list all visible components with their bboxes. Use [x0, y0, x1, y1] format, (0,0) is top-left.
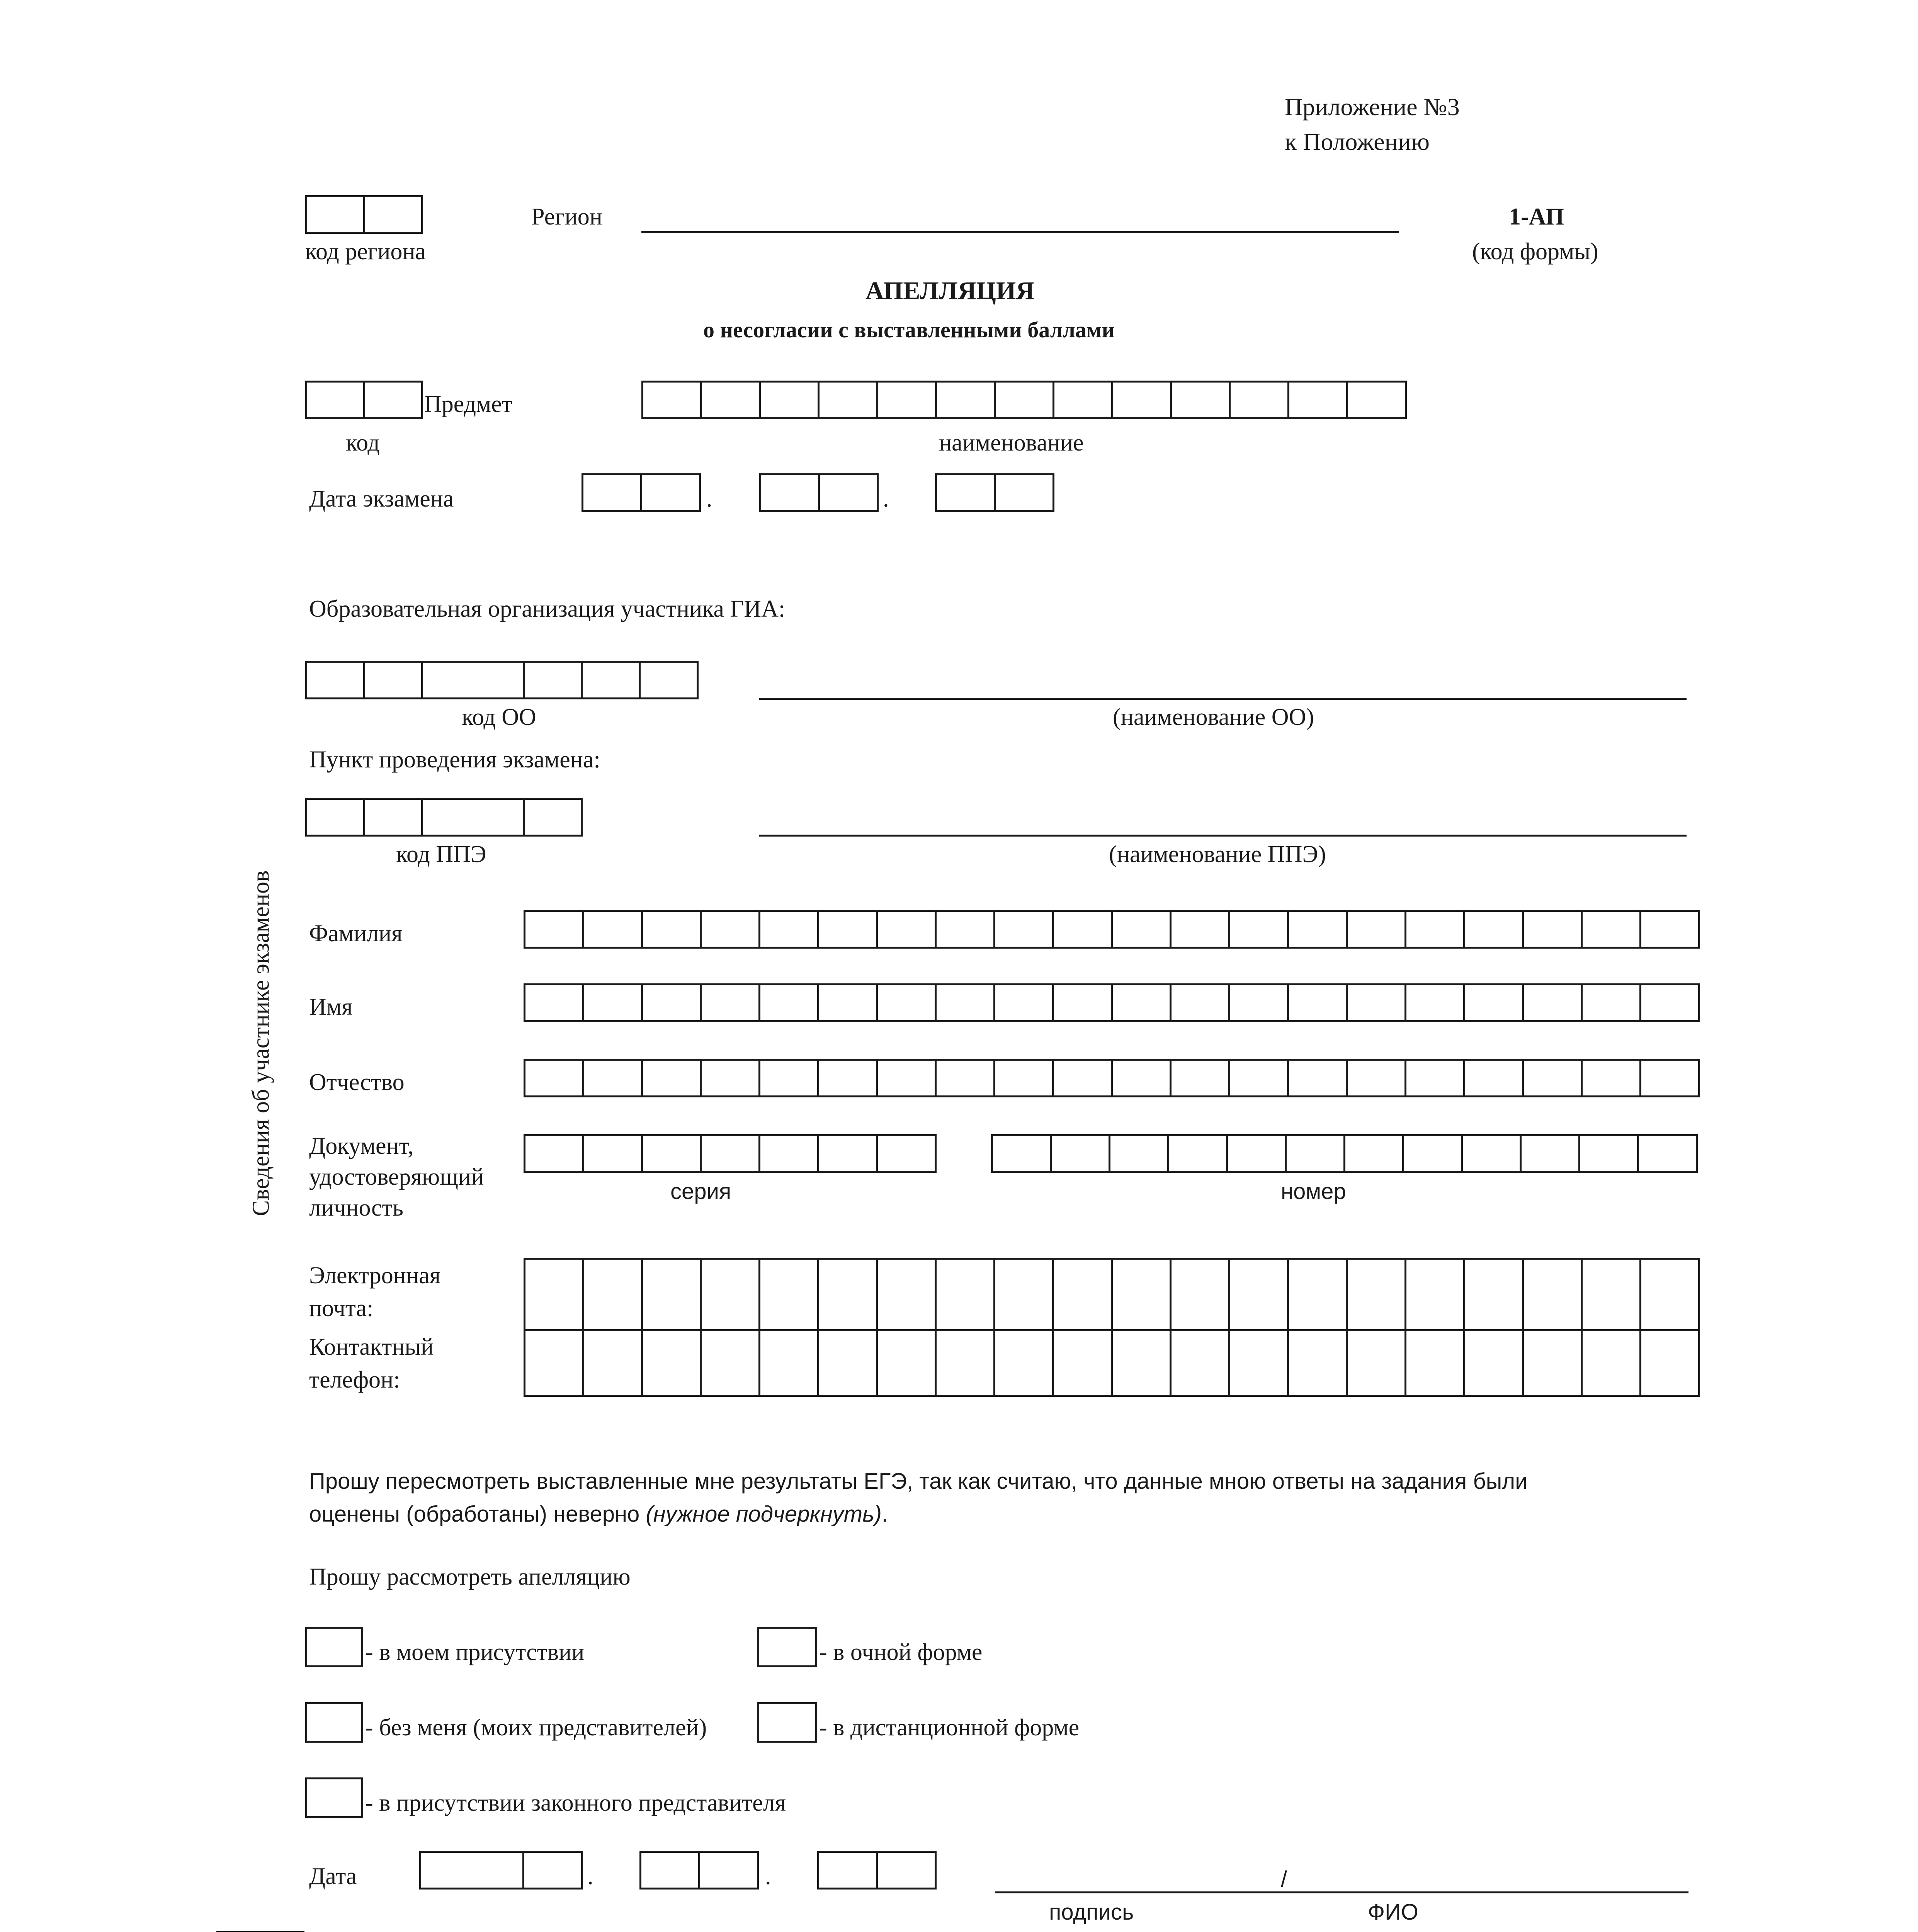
checkbox-cell[interactable]: [305, 1627, 363, 1667]
input-cell[interactable]: [582, 1059, 643, 1097]
input-cell[interactable]: [700, 381, 761, 419]
input-cell[interactable]: [1052, 910, 1113, 949]
input-cell[interactable]: [1228, 983, 1289, 1022]
input-cell[interactable]: [758, 983, 819, 1022]
input-cell[interactable]: [1170, 1258, 1230, 1331]
input-cell[interactable]: [876, 381, 937, 419]
input-cell[interactable]: [1578, 1134, 1639, 1173]
checkbox-in-person[interactable]: [757, 1627, 815, 1667]
input-cell[interactable]: [1581, 983, 1641, 1022]
request-fio-caption: ФИО: [1368, 1900, 1418, 1925]
patronymic-label: Отчество: [309, 1069, 405, 1095]
request-signature-caption: подпись: [1049, 1900, 1134, 1925]
input-cell[interactable]: [363, 381, 423, 419]
exam-point-label: Пункт проведения экзамена:: [309, 747, 600, 773]
request-year-cells[interactable]: [817, 1851, 935, 1889]
input-cell[interactable]: [1052, 1329, 1113, 1397]
input-cell[interactable]: [1111, 983, 1172, 1022]
surname-label: Фамилия: [309, 920, 403, 947]
input-cell[interactable]: [1520, 1134, 1580, 1173]
input-cell[interactable]: [993, 1059, 1054, 1097]
input-cell[interactable]: [1404, 1258, 1465, 1331]
input-cell[interactable]: [1346, 1059, 1406, 1097]
input-cell[interactable]: [817, 1851, 878, 1889]
input-cell[interactable]: [876, 1134, 937, 1173]
checkbox-cell[interactable]: [757, 1702, 817, 1743]
input-cell[interactable]: [1346, 983, 1406, 1022]
input-cell[interactable]: [1346, 1258, 1406, 1331]
input-cell[interactable]: [993, 1258, 1054, 1331]
input-cell[interactable]: [994, 381, 1054, 419]
input-cell[interactable]: [1639, 1258, 1700, 1331]
input-cell[interactable]: [935, 983, 995, 1022]
input-cell[interactable]: [993, 983, 1054, 1022]
input-cell[interactable]: [993, 1329, 1054, 1397]
request-text-line1: Прошу пересмотреть выставленные мне результаты ЕГЭ, так как считаю, что данные мною ответы на задания были: [309, 1469, 1528, 1494]
request-underline-note: (нужное подчеркнуть): [646, 1502, 882, 1527]
input-cell[interactable]: [700, 1134, 760, 1173]
input-cell[interactable]: [1581, 1059, 1641, 1097]
input-cell[interactable]: [1463, 910, 1524, 949]
input-cell[interactable]: [817, 1329, 878, 1397]
name-cells[interactable]: [524, 983, 1698, 1022]
input-cell[interactable]: [305, 381, 365, 419]
input-cell[interactable]: [876, 910, 937, 949]
input-cell[interactable]: [640, 473, 701, 512]
input-cell[interactable]: [759, 473, 820, 512]
checkbox-cell[interactable]: [305, 1702, 363, 1743]
input-cell[interactable]: [363, 798, 423, 837]
input-cell[interactable]: [991, 1134, 1052, 1173]
input-cell[interactable]: [1170, 910, 1230, 949]
input-cell[interactable]: [700, 983, 760, 1022]
input-cell[interactable]: [818, 381, 878, 419]
input-cell[interactable]: [363, 195, 423, 234]
input-cell[interactable]: [1052, 1258, 1113, 1331]
input-cell[interactable]: [817, 983, 878, 1022]
input-cell[interactable]: [1404, 983, 1465, 1022]
input-cell[interactable]: [1287, 910, 1348, 949]
input-cell[interactable]: [817, 910, 878, 949]
input-cell[interactable]: [1170, 1329, 1230, 1397]
checkbox-presence[interactable]: [305, 1627, 361, 1667]
option-remote-label: - в дистанционной форме: [819, 1714, 1080, 1741]
input-cell[interactable]: [523, 798, 583, 837]
input-cell[interactable]: [1639, 983, 1700, 1022]
option-presence-label: - в моем присутствии: [365, 1639, 585, 1665]
phone-label-line1: Контактный: [309, 1334, 434, 1360]
input-cell[interactable]: [1639, 910, 1700, 949]
input-cell[interactable]: [1522, 1258, 1583, 1331]
input-cell[interactable]: [876, 1329, 937, 1397]
subject-code-cells[interactable]: [305, 381, 421, 419]
request-month-cells[interactable]: [639, 1851, 757, 1889]
input-cell[interactable]: [1522, 910, 1583, 949]
input-cell[interactable]: [935, 910, 995, 949]
exam-date-label: Дата экзамена: [309, 486, 454, 512]
option-legal-rep-label: - в присутствии законного представителя: [365, 1790, 786, 1816]
email-label-line1: Электронная: [309, 1262, 441, 1289]
input-cell[interactable]: [1285, 1134, 1345, 1173]
phone-label-line2: телефон:: [309, 1367, 400, 1393]
input-cell[interactable]: [1404, 1059, 1465, 1097]
input-cell[interactable]: [421, 798, 525, 837]
exam-point-code-caption: код ППЭ: [396, 841, 486, 867]
exam-point-name-line[interactable]: [759, 835, 1687, 837]
input-cell[interactable]: [1052, 983, 1113, 1022]
input-cell[interactable]: [582, 983, 643, 1022]
input-cell[interactable]: [641, 1134, 702, 1173]
email-label-line2: почта:: [309, 1295, 374, 1321]
input-cell[interactable]: [1228, 910, 1289, 949]
organization-name-line[interactable]: [759, 698, 1687, 700]
form-code: 1-АП: [1509, 204, 1564, 230]
input-cell[interactable]: [1522, 1329, 1583, 1397]
appendix-regulation: к Положению: [1285, 128, 1430, 155]
input-cell[interactable]: [1228, 1258, 1289, 1331]
input-cell[interactable]: [1463, 1258, 1524, 1331]
organization-label: Образовательная организация участника ГИА:: [309, 596, 786, 622]
input-cell[interactable]: [700, 1329, 760, 1397]
input-cell[interactable]: [305, 798, 365, 837]
region-name-line[interactable]: [641, 231, 1399, 233]
input-cell[interactable]: [1226, 1134, 1287, 1173]
input-cell[interactable]: [641, 910, 702, 949]
input-cell[interactable]: [1402, 1134, 1463, 1173]
document-label-line3: личность: [309, 1195, 403, 1221]
input-cell[interactable]: [1463, 1059, 1524, 1097]
input-cell[interactable]: [1111, 1059, 1172, 1097]
input-cell[interactable]: [641, 1059, 702, 1097]
exam-point-name-caption: (наименование ППЭ): [1109, 841, 1326, 867]
checkbox-cell[interactable]: [305, 1777, 363, 1818]
date-dot: .: [706, 486, 712, 512]
input-cell[interactable]: [1581, 1329, 1641, 1397]
input-cell[interactable]: [1170, 381, 1231, 419]
checkbox-legal-rep[interactable]: [305, 1777, 361, 1818]
input-cell[interactable]: [581, 661, 641, 699]
subject-code-caption: код: [346, 430, 380, 456]
input-cell[interactable]: [935, 473, 996, 512]
input-cell[interactable]: [817, 1134, 878, 1173]
input-cell[interactable]: [1170, 1059, 1230, 1097]
appendix-number: Приложение №3: [1285, 93, 1460, 121]
input-cell[interactable]: [582, 1258, 643, 1331]
input-cell[interactable]: [700, 910, 760, 949]
participant-side-caption: Сведения об участнике экзаменов: [248, 870, 274, 1216]
input-cell[interactable]: [935, 1258, 995, 1331]
input-cell[interactable]: [876, 1851, 937, 1889]
input-cell[interactable]: [1228, 1059, 1289, 1097]
input-cell[interactable]: [1404, 1329, 1465, 1397]
exam-point-code-cells[interactable]: [305, 798, 581, 837]
input-cell[interactable]: [522, 1851, 583, 1889]
input-cell[interactable]: [1346, 1329, 1406, 1397]
request-slash: /: [1281, 1867, 1287, 1892]
input-cell[interactable]: [582, 1329, 643, 1397]
input-cell[interactable]: [1167, 1134, 1228, 1173]
input-cell[interactable]: [758, 1134, 819, 1173]
input-cell[interactable]: [1463, 983, 1524, 1022]
input-cell[interactable]: [817, 1059, 878, 1097]
input-cell[interactable]: [523, 661, 583, 699]
region-code-caption: код региона: [305, 238, 426, 265]
input-cell[interactable]: [935, 1329, 995, 1397]
checkbox-without-me[interactable]: [305, 1702, 361, 1743]
input-cell[interactable]: [1052, 1059, 1113, 1097]
date-dot: .: [883, 486, 889, 512]
organization-name-caption: (наименование ОО): [1113, 704, 1314, 730]
input-cell[interactable]: [1287, 1059, 1348, 1097]
request-date-label: Дата: [309, 1863, 357, 1889]
input-cell[interactable]: [1111, 381, 1172, 419]
input-cell[interactable]: [758, 1059, 819, 1097]
document-series-cells[interactable]: [524, 1134, 935, 1173]
input-cell[interactable]: [1343, 1134, 1404, 1173]
subject-name-caption: наименование: [939, 430, 1084, 456]
input-cell[interactable]: [700, 1059, 760, 1097]
exam-month-cells[interactable]: [759, 473, 877, 512]
input-cell[interactable]: [1287, 983, 1348, 1022]
input-cell[interactable]: [1404, 910, 1465, 949]
input-cell[interactable]: [1229, 381, 1289, 419]
input-cell[interactable]: [419, 1851, 524, 1889]
phone-cells[interactable]: [524, 1329, 1698, 1397]
input-cell[interactable]: [641, 1329, 702, 1397]
checkbox-cell[interactable]: [757, 1627, 817, 1667]
input-cell[interactable]: [1111, 910, 1172, 949]
request-text-line2-start: оценены (обработаны) неверно: [309, 1502, 646, 1527]
checkbox-remote[interactable]: [757, 1702, 815, 1743]
input-cell[interactable]: [1346, 381, 1407, 419]
input-cell[interactable]: [1461, 1134, 1522, 1173]
date-dot: .: [587, 1863, 593, 1889]
input-cell[interactable]: [698, 1851, 759, 1889]
input-cell[interactable]: [935, 1059, 995, 1097]
input-cell[interactable]: [582, 1134, 643, 1173]
input-cell[interactable]: [524, 1258, 584, 1331]
subject-label: Предмет: [424, 391, 512, 417]
input-cell[interactable]: [1346, 910, 1406, 949]
input-cell[interactable]: [1287, 381, 1348, 419]
document-series-caption: серия: [670, 1179, 731, 1204]
input-cell[interactable]: [818, 473, 879, 512]
document-label-line1: Документ,: [309, 1133, 414, 1159]
input-cell[interactable]: [1053, 381, 1113, 419]
input-cell[interactable]: [876, 983, 937, 1022]
input-cell[interactable]: [1639, 1059, 1700, 1097]
input-cell[interactable]: [305, 661, 365, 699]
input-cell[interactable]: [1639, 1329, 1700, 1397]
request-day-cells[interactable]: [419, 1851, 581, 1889]
input-cell[interactable]: [759, 381, 820, 419]
patronymic-cells[interactable]: [524, 1059, 1698, 1097]
exam-day-cells[interactable]: [582, 473, 699, 512]
input-cell[interactable]: [582, 473, 642, 512]
option-without-me-label: - без меня (моих представителей): [365, 1714, 707, 1741]
input-cell[interactable]: [641, 381, 702, 419]
input-cell[interactable]: [524, 910, 584, 949]
input-cell[interactable]: [1581, 910, 1641, 949]
input-cell[interactable]: [1111, 1329, 1172, 1397]
input-cell[interactable]: [1522, 1059, 1583, 1097]
request-text-line2-end: .: [881, 1502, 888, 1527]
region-code-cells[interactable]: [305, 195, 421, 234]
form-subtitle: о несогласии с выставленными баллами: [703, 317, 1115, 342]
input-cell[interactable]: [1111, 1258, 1172, 1331]
input-cell[interactable]: [641, 1258, 702, 1331]
input-cell[interactable]: [421, 661, 525, 699]
form-code-caption: (код формы): [1472, 238, 1598, 265]
request-text-line2: [309, 1503, 888, 1526]
exam-year-cells[interactable]: [935, 473, 1053, 512]
input-cell[interactable]: [876, 1258, 937, 1331]
date-dot: .: [765, 1863, 771, 1889]
option-in-person-label: - в очной форме: [819, 1639, 983, 1665]
input-cell[interactable]: [758, 1258, 819, 1331]
input-cell[interactable]: [935, 381, 996, 419]
input-cell[interactable]: [1109, 1134, 1169, 1173]
input-cell[interactable]: [1463, 1329, 1524, 1397]
input-cell[interactable]: [817, 1258, 878, 1331]
document-number-cells[interactable]: [991, 1134, 1696, 1173]
document-number-caption: номер: [1281, 1179, 1346, 1204]
input-cell[interactable]: [639, 1851, 700, 1889]
subject-name-cells[interactable]: [641, 381, 1405, 419]
input-cell[interactable]: [1522, 983, 1583, 1022]
input-cell[interactable]: [1287, 1329, 1348, 1397]
input-cell[interactable]: [1287, 1258, 1348, 1331]
input-cell[interactable]: [305, 195, 365, 234]
input-cell[interactable]: [758, 910, 819, 949]
document-label-line2: удостоверяющий: [309, 1164, 484, 1190]
request-signature-line[interactable]: [995, 1891, 1688, 1893]
surname-cells[interactable]: [524, 910, 1698, 949]
region-label: Регион: [531, 204, 602, 230]
input-cell[interactable]: [993, 910, 1054, 949]
input-cell[interactable]: [700, 1258, 760, 1331]
input-cell[interactable]: [758, 1329, 819, 1397]
consider-label: Прошу рассмотреть апелляцию: [309, 1564, 631, 1590]
input-cell[interactable]: [1637, 1134, 1698, 1173]
organization-code-cells[interactable]: [305, 661, 697, 699]
input-cell[interactable]: [641, 983, 702, 1022]
input-cell[interactable]: [582, 910, 643, 949]
input-cell[interactable]: [524, 1134, 584, 1173]
organization-code-caption: код ОО: [462, 704, 536, 730]
input-cell[interactable]: [524, 983, 584, 1022]
input-cell[interactable]: [1581, 1258, 1641, 1331]
input-cell[interactable]: [1228, 1329, 1289, 1397]
input-cell[interactable]: [524, 1059, 584, 1097]
email-cells[interactable]: [524, 1258, 1698, 1331]
input-cell[interactable]: [639, 661, 699, 699]
input-cell[interactable]: [524, 1329, 584, 1397]
form-title: АПЕЛЛЯЦИЯ: [865, 277, 1034, 305]
input-cell[interactable]: [1170, 983, 1230, 1022]
input-cell[interactable]: [876, 1059, 937, 1097]
input-cell[interactable]: [994, 473, 1054, 512]
input-cell[interactable]: [1050, 1134, 1110, 1173]
name-label: Имя: [309, 994, 353, 1020]
input-cell[interactable]: [363, 661, 423, 699]
